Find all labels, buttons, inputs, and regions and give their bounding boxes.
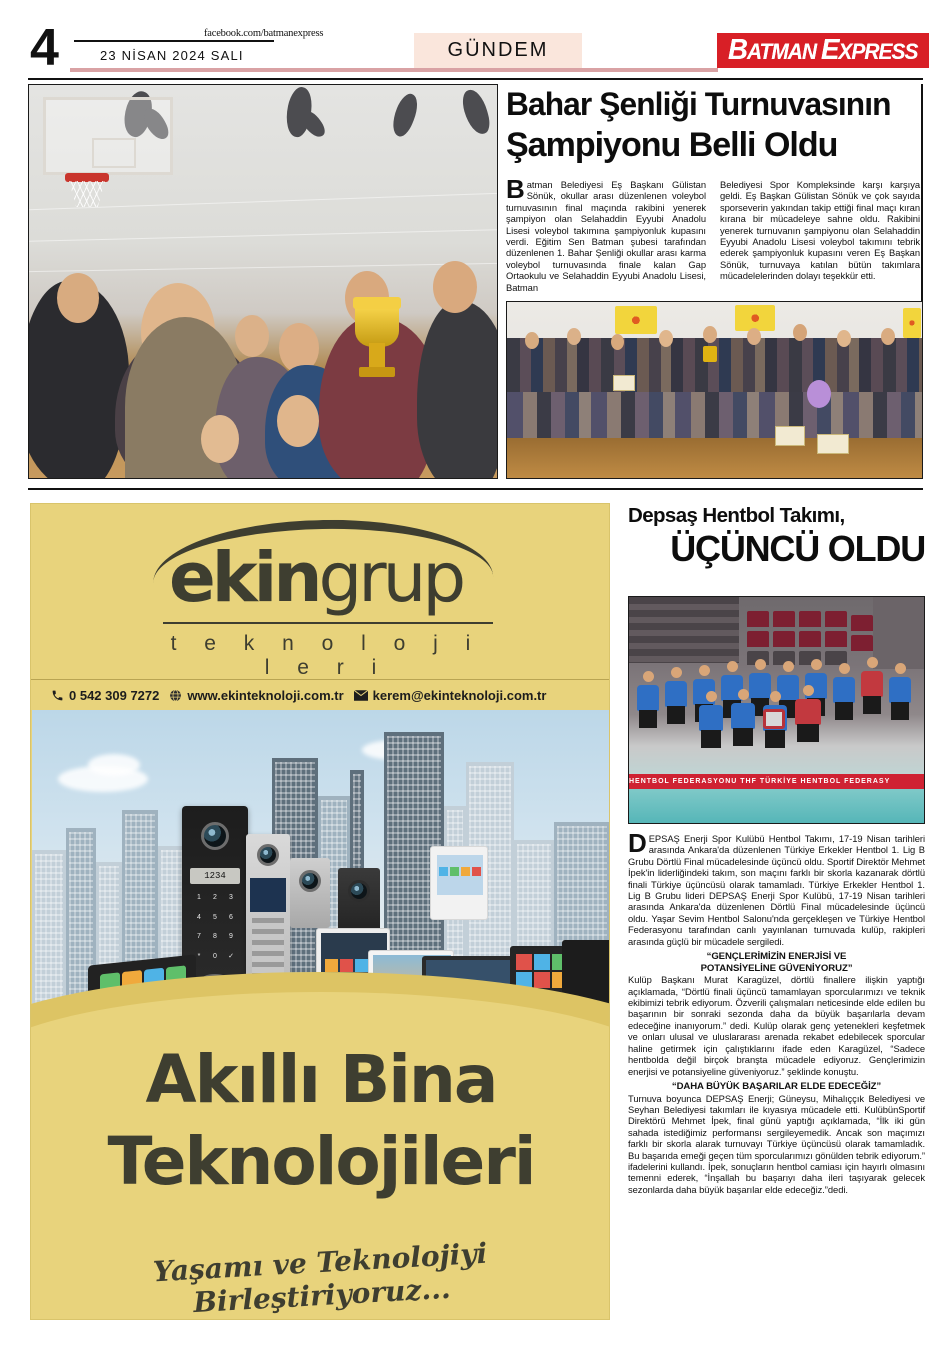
ad-website[interactable] (169, 688, 343, 703)
article-2-body (628, 828, 925, 1195)
article-1-headline-line1: Bahar Şenliği Turnuvasının (506, 86, 891, 122)
publication-date: 23 NİSAN 2024 SALI (100, 48, 244, 63)
globe-icon (169, 689, 182, 702)
keypad-key[interactable]: 4 (197, 913, 201, 921)
article-2-paragraph-1: DEPSAŞ Enerji Spor Kulübü Hentbol Takımı, 17-19 Nisan tarihleri arasında Ankara'da düzenlenen Türkiye Erkekler Hentbol 1. Lig B Grubu Dörtlü Final mücadelesinde üçüncü oldu. Sportif Direktör Mehmet İpek'in liderliğindeki takım, son maçını farklı bir skorla kazanarak dörtlü finali Türkiye üçüncüsü olarak tamamladı. Türkiye Erkekler Hentbol 1. Lig B Grubu lideri DEPSAŞ Enerji Spor Kulübü, 17-19 Nisan tarihleri arasında Ankara'da düzenlenen Dörtlü Final mücadelesinde üçüncü oldu. Yaşar Sevim Hentbol Salonu'nda gerçekleşen ve Türkiye Hentbol Federasyonu tarafından canlı yayınlanan turnuvada kulüp, rakipleri arasında güçlü bir mücadele sergiledi. (628, 828, 925, 947)
article-2 (628, 503, 925, 1323)
section-label: GÜNDEM (447, 39, 549, 61)
article-1-body (506, 174, 923, 294)
ad-phone-text: 0 542 309 7272 (69, 687, 160, 703)
brand-wordmark: BATMAN EXPRESS (728, 34, 918, 66)
logo-subtitle: t e k n o l o j i l e r i (170, 632, 482, 679)
ekin-grup-logo (149, 526, 499, 626)
envelope-icon (354, 690, 368, 701)
masthead (0, 0, 951, 82)
wall-panel-device (430, 846, 488, 920)
basketball-rim (65, 173, 109, 182)
handball-team-photo (628, 596, 925, 824)
page-number: 4 (30, 19, 57, 77)
keypad-key[interactable]: 7 (197, 933, 201, 941)
ad-contact-bar (31, 682, 610, 708)
award-plaque (763, 709, 785, 729)
ad-phone[interactable] (51, 688, 159, 703)
federation-banner-text: HENTBOL FEDERASYONU THF TÜRKİYE HENTBOL FEDERASY (629, 778, 891, 785)
camera-module-device (290, 858, 330, 928)
article-2-subhead-1-line2: POTANSİYELİNE GÜVENİYORUZ” (700, 962, 853, 974)
ad-website-text: www.ekinteknoloji.com.tr (187, 687, 344, 703)
logo-underline (163, 622, 493, 624)
trophy-presentation-photo (28, 84, 498, 479)
keypad-key[interactable]: 1 (197, 894, 201, 902)
intercom-lcd: 1234 (190, 868, 240, 884)
ad-email[interactable] (354, 688, 547, 703)
ad-email-text: kerem@ekinteknoloji.com.tr (372, 687, 547, 703)
article-1-column-2: Belediyesi Spor Kompleksinde karşı karşıya geldi. Eş Başkan Gülistan Sönük ve çok sayıda sporseverin yakından takip ettiği final maçı kıran kırana bir mücadeleye sahne oldu. Rakibini yenerek turnuvanın şampiyonu olan Selahaddin Eyyubi Anadolu Lisesi voleybol takımını tebrik ederek şampiyonluk kupasını veren Eş Başkan Sönük, turnuvaya katılan bütün takımlara mücadelelerinden dolayı teşekkür etti. (720, 179, 920, 282)
basketball-hoop-board (43, 97, 173, 175)
keypad-key[interactable]: * (197, 952, 201, 960)
ekin-grup-advertisement[interactable] (30, 503, 610, 1320)
court-floor (629, 789, 924, 823)
ad-slogan: Yaşamı ve Teknolojiyi Birleştiriyoruz... (152, 1236, 489, 1320)
keypad-key[interactable]: 9 (229, 933, 233, 941)
logo-wordmark: ekingrup (169, 538, 463, 618)
article-2-headline-line1: Depsaş Hentbol Takımı, (628, 504, 845, 527)
article-2-subhead-1-line1: “GENÇLERİMİZİN ENERJİSİ VE (706, 951, 847, 963)
header-top-rule (74, 40, 274, 42)
federation-banner (629, 774, 924, 789)
article-1 (28, 84, 923, 484)
article-2-subhead-2: “DAHA BÜYÜK BAŞARILAR ELDE EDECEĞİZ” (671, 1080, 882, 1092)
keypad-key[interactable]: 8 (213, 933, 217, 941)
batman-express-logo (717, 33, 929, 68)
article-2-paragraph-2: Kulüp Başkanı Murat Karagüzel, dörtlü finallere ilişkin yaptığı açıklamada, “Dörtlü finali üçüncü tamamlayan sporcularımızı ve teknik ekibimizi tebrik ediyorum. Özverili çalışmaları neticesinde elde edilen bu başarının bir sonraki sezonda daha da büyük başarılarla devam edeceğine inanıyorum.” dedi. Kulüp olarak genç yetenekleri keşfetmek ve onları ulusal ve uluslararası arenada rekabet edebilecek sporcular haline getirmek için çalıştıklarını ifade eden Karagüzel, “Sadece hentbolda değil birçok branşta mücadele ediyoruz. Gençlerimizin enerjisi ve potansiyeline güveniyoruz.” şeklinde konuştu. (628, 974, 925, 1077)
article-1-headline (506, 84, 923, 172)
keypad-key[interactable]: 5 (213, 913, 217, 921)
ad-headline-line2: Teknolojileri (107, 1123, 535, 1200)
header-bottom-rule (28, 78, 923, 80)
keypad-key[interactable]: 6 (229, 913, 233, 921)
article-1-column-1: Batman Belediyesi Eş Başkanı Gülistan Sönük, okullar arası düzenlenen voleybol turnuvasının final maçında rakibini yenerek şampiyon olan Selahaddin Eyyubi Anadolu Lisesi voleybol takımına şampiyonluk kupasını verdi. Eğitim Sen Batman şubesi tarafından düzenlenen 1. Bahar Şenliği okullar arası karma voleybol turnuvasında finale kalan Gap Ortaokulu ve Selahaddin Eyyubi Anadolu Lisesi, Batman (506, 174, 706, 293)
intercom-keypad (191, 888, 239, 966)
volleyball-group-photo (506, 301, 923, 479)
article-2-headline-line2: ÜÇÜNCÜ OLDU (670, 528, 925, 569)
article-2-paragraph-3: Turnuva boyunca DEPSAŞ Enerji; Güneysu, Mihalıççık Belediyesi ve Seyhan Belediyesi takımları ile kıyasıya mücadele etti. KulübünSportif Direktörü Mehmet İpek, final günü yaptığı açıklamada, “İlk iki gün sahada istediğimiz performansı sergileyemedik. Ancak son maçımızı farklı bir skorla alarak turnuvayı Türkiye üçüncüsü olarak tamamladık. Bu başarıda emeği geçen tüm sporcularımızı gönülden tebrik ediyorum.” ifadelerini kullandı. İpek, sonuçların hentbol camiası için hayırlı olmasını temenni ederek, “İnşallah bu başarıyı daha ileri taşıyarak gelecek sezonlarda daha büyük başarılar elde edeceğiz.”dedi. (628, 1092, 925, 1195)
keypad-key[interactable]: 0 (213, 952, 217, 960)
header-pink-rule (70, 68, 718, 72)
keypad-key[interactable]: 2 (213, 894, 217, 902)
facebook-link[interactable]: facebook.com/batmanexpress (204, 28, 324, 39)
keypad-key[interactable]: ✓ (228, 953, 234, 961)
ad-headline-line1: Akıllı Bina (145, 1041, 497, 1118)
section-divider-rule (28, 488, 923, 490)
section-badge (414, 33, 582, 68)
phone-icon (51, 689, 64, 702)
keypad-key[interactable]: 3 (229, 894, 233, 902)
article-1-headline-line2: Şampiyonu Belli Oldu (506, 126, 838, 164)
ad-contact-divider (31, 679, 610, 680)
ad-logo-zone (31, 504, 610, 679)
